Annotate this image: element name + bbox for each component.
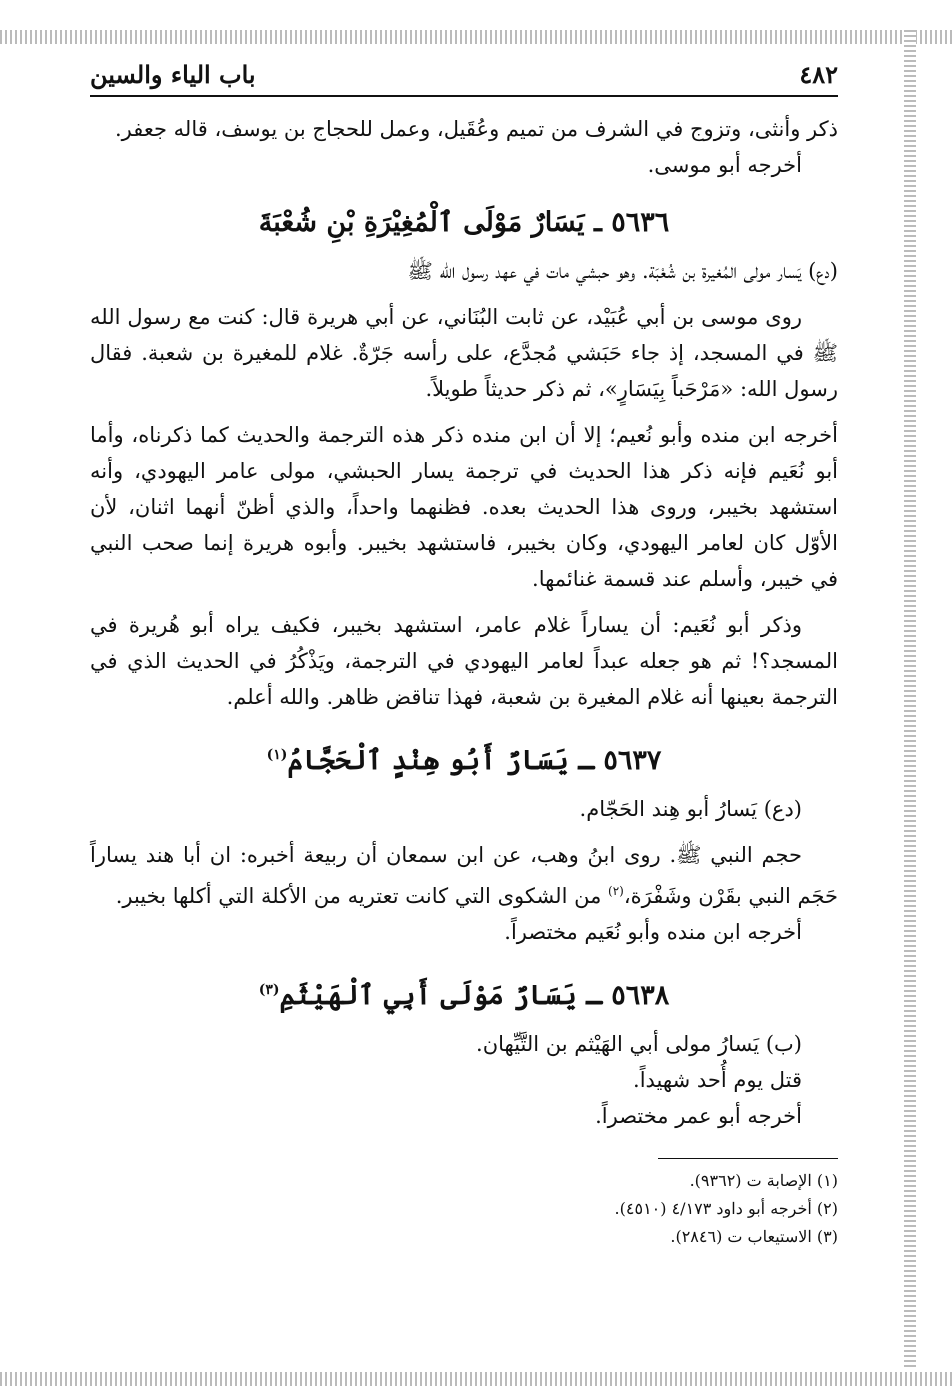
footnote-1: (١) الإصابة ت (٩٣٦٢). (689, 1171, 838, 1190)
entry-heading-5637 (90, 733, 838, 783)
entry-5638-summary: (ب) يَسارُ مولى أبي الهَيْثم بن التَّيِّهان. (476, 1032, 802, 1056)
footnote-2: (٢) أخرجه أبو داود ٤/١٧٣ (٤٥١٠). (614, 1199, 838, 1218)
chapter-title: باب الياء والسين (90, 60, 256, 89)
entry-heading-5638-text: ٥٦٣٨ ـ يَسَارٌ مَوْلَى أَبِي ٱلْهَيْثَمِ (279, 980, 670, 1011)
entry-heading-5638 (90, 968, 838, 1018)
entry-5636-summary: (دع) يَسار مولى المُغيرة بن شُعْبَة. وهو حبشي مات في عهد رسول الله ﷺ (407, 259, 838, 283)
entry-5636-hadith: روى موسى بن أبي عُبَيْد، عن ثابت البُنَاني، عن أبي هريرة قال: كنت مع رسول الله ﷺ في المسجد، إذ جاء حَبَشي مُجدَّع، على رأسه جَرّةٌ. غلام للمغيرة بن شعبة. فقال رسول الله: «مَرْحَباً بِيَسَارٍ»، ثم ذكر حديثاً طويلاً. (90, 305, 838, 401)
ornamental-border-right (904, 30, 916, 1370)
entry-5637-hadith-a: حجم النبي ﷺ. روى ابنُ وهب، عن ابن سمعان أن ربيعة أخبره: ان أبا هند يساراً حَجَم النبي بقَرْن وشَفْرَة، (90, 843, 838, 908)
ornamental-border-top (0, 30, 952, 44)
entry-5636-critique: وذكر أبو نُعَيم: أن يساراً غلام عامر، استشهد بخيبر، فكيف يراه أبو هُريرة في المسجد؟! ثم هو جعله عبداً لعامر اليهودي في الترجمة، ويَذْكُرُ في الحديث الذي في الترجمة بعينها أنه غلام المغيرة بن شعبة، فهذا تناقض ظاهر. والله أعلم. (90, 613, 838, 709)
entry-heading-5636: ٥٦٣٦ ـ يَسَارٌ مَوْلَى ٱلْمُغِيْرَةِ بْنِ شُعْبَةَ (258, 207, 670, 238)
entry-5638-death: قتل يوم أُحد شهيداً. (633, 1068, 802, 1092)
entry-5637-sources: أخرجه ابن منده وأبو نُعَيم مختصراً. (504, 920, 802, 944)
page-number: ٤٨٢ (799, 60, 838, 89)
footnote-3: (٣) الاستيعاب ت (٢٨٤٦). (670, 1227, 838, 1246)
page-body (90, 60, 838, 1251)
footnote-divider (658, 1158, 838, 1159)
footnote-ref-3: (٣) (258, 982, 280, 998)
ornamental-border-bottom (0, 1372, 952, 1386)
running-head (90, 60, 838, 97)
entry-5637-hadith (90, 837, 838, 914)
footnote-ref-1: (١) (266, 747, 288, 763)
entry-5638-sources: أخرجه أبو عمر مختصراً. (595, 1104, 802, 1128)
entry-5637-summary: (دع) يَسارُ أبو هِند الحَجّام. (579, 797, 802, 821)
entry-5637-hadith-b: من الشكوى التي كانت تعتريه من الأكلة التي أكلها بخيبر. (115, 884, 609, 908)
entry-heading-5637-text: ٥٦٣٧ ـ يَسَارٌ أَبُو هِنْدٍ ٱلْحَجَّامُ (287, 745, 662, 776)
intro-line-1: ذكر وأنثى، وتزوج في الشرف من تميم وعُقَيل، وعمل للحجاج بن يوسف، قاله جعفر. (115, 117, 838, 141)
footnotes (90, 1167, 838, 1251)
intro-line-2: أخرجه أبو موسى. (647, 153, 802, 177)
footnote-ref-2: (٢) (608, 884, 624, 898)
entry-5636-sources: أخرجه ابن منده وأبو نُعيم؛ إلا أن ابن منده ذكر هذه الترجمة والحديث كما ذكرناه، وأما أبو نُعَيم فإنه ذكر هذا الحديث في ترجمة يسار الحبشي، مولى عامر اليهودي، وأنه استشهد بخيبر، وروى هذا الحديث بعده. فظنهما واحداً، والذي أظنّ أنهما اثنان، لأن الأوّل كان لعامر اليهودي، وكان بخيبر، فاستشهد بخيبر. وأبوه هريرة إنما صحب النبي في خيبر، وأسلم عند قسمة غنائمها. (90, 423, 838, 591)
